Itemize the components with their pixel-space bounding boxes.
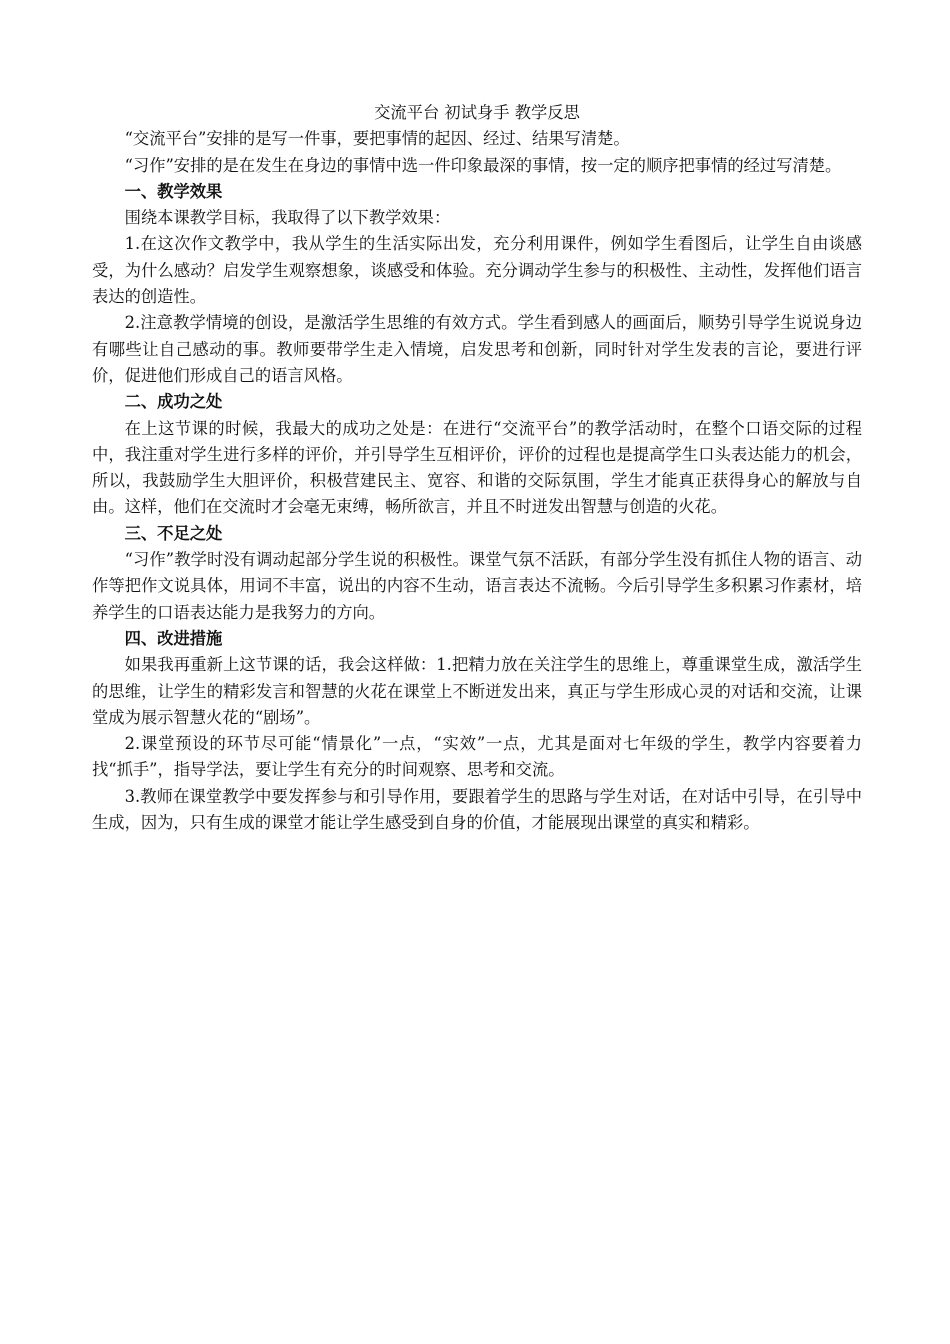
section-heading-teaching-effect: 一、教学效果 [124,181,223,201]
intro-paragraph-2: “习作”安排的是在发生在身边的事情中选一件印象最深的事情，按一定的顺序把事情的经过写清楚。 [124,155,842,175]
section-heading-improvements: 四、改进措施 [124,628,223,648]
section-4-paragraph-1: 如果我再重新上这节课的话，我会这样做：1.把精力放在关注学生的思维上，尊重课堂生成，激活学生的思维，让学生的精彩发言和智慧的火花在课堂上不断迸发出来，真正与学生形成心灵的对话和交流，让课堂成为展示智慧火花的“剧场”。 [92,655,862,727]
intro-paragraph-1: “交流平台”安排的是写一件事，要把事情的起因、经过、结果写清楚。 [124,129,630,149]
section-1-paragraph-2: 1.在这次作文教学中，我从学生的生活实际出发，充分利用课件，例如学生看图后，让学生自由谈感受，为什么感动？启发学生观察想象，谈感受和体验。充分调动学生参与的积极性、主动性，发挥他们语言表达的创造性。 [92,234,862,307]
section-4-paragraph-2: 2.课堂预设的环节尽可能“情景化”一点，“实效”一点，尤其是面对七年级的学生，教学内容要着力找“抓手”，指导学法，要让学生有充分的时间观察、思考和交流。 [92,734,862,780]
document-page [92,100,862,836]
section-2-paragraph-1: 在上这节课的时候，我最大的成功之处是：在进行“交流平台”的教学活动时，在整个口语交际的过程中，我注重对学生进行多样的评价，并引导学生互相评价，评价的过程也是提高学生口头表达能力的机会，所以，我鼓励学生大胆评价，积极营建民主、宽容、和谐的交际氛围，学生才能真正获得身心的解放与自由。这样，他们在交流时才会毫无束缚，畅所欲言，并且不时迸发出智慧与创造的火花。 [92,418,862,517]
document-title: 交流平台 初试身手 教学反思 [374,103,580,122]
section-4-paragraph-3: 3.教师在课堂教学中要发挥参与和引导作用，要跟着学生的思路与学生对话，在对话中引导，在引导中生成，因为，只有生成的课堂才能让学生感受到自身的价值，才能展现出课堂的真实和精彩。 [92,786,862,833]
section-1-paragraph-3: 2.注意教学情境的创设，是激活学生思维的有效方式。学生看到感人的画面后，顺势引导学生说说身边有哪些让自己感动的事。教师要带学生走入情境，启发思考和创新，同时针对学生发表的言论，要进行评价，促进他们形成自己的语言风格。 [92,313,862,385]
section-heading-shortcomings: 三、不足之处 [124,523,223,543]
section-1-paragraph-1: 围绕本课教学目标，我取得了以下教学效果： [124,208,451,228]
section-3-paragraph-1: “习作”教学时没有调动起部分学生说的积极性。课堂气氛不活跃，有部分学生没有抓住人物的语言、动作等把作文说具体，用词不丰富，说出的内容不生动，语言表达不流畅。今后引导学生多积累习作素材，培养学生的口语表达能力是我努力的方向。 [92,550,862,622]
section-heading-successes: 二、成功之处 [124,392,223,412]
